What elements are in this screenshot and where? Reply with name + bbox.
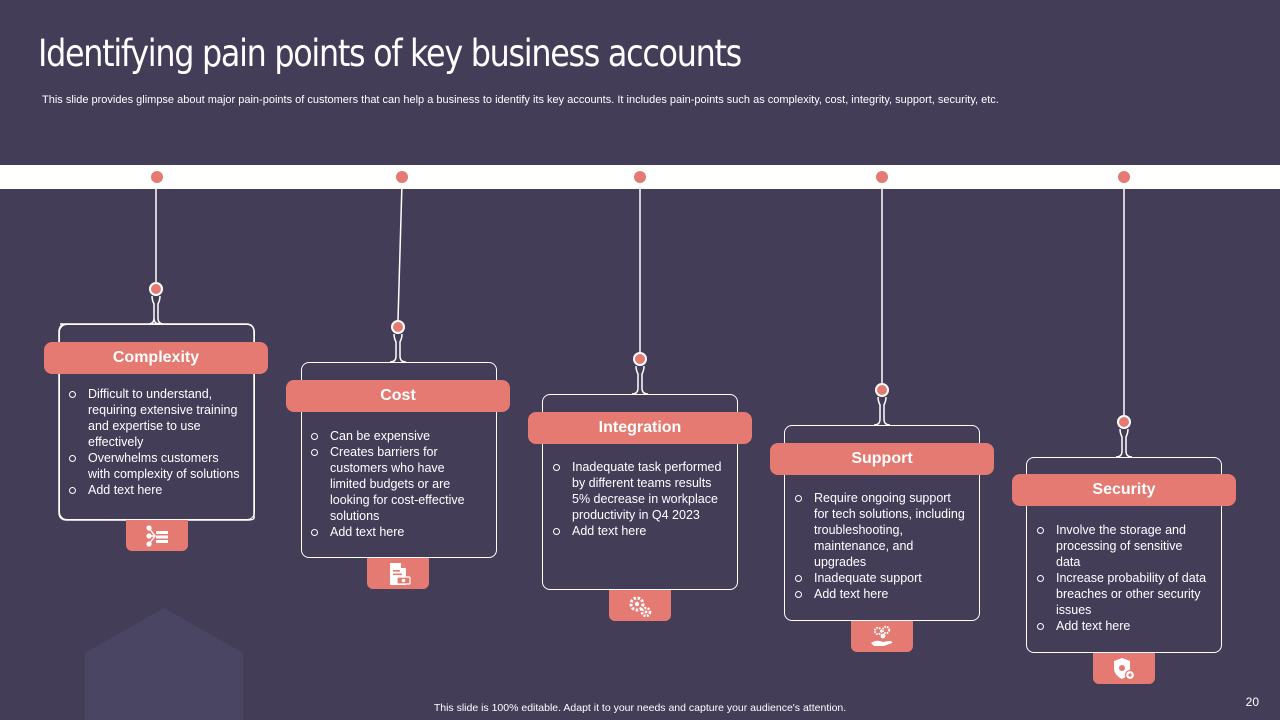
- icon-tab-complexity: [126, 520, 188, 551]
- hook-dot-complexity: [150, 283, 162, 295]
- card-bullets-cost: [311, 428, 483, 540]
- bullet-item: Add text here: [311, 524, 483, 540]
- bullet-item: Can be expensive: [311, 428, 483, 444]
- timeline-dot: [876, 171, 888, 183]
- slide-title: Identifying pain points of key business accounts: [38, 32, 741, 75]
- bullet-item: Require ongoing support for tech solutions, including troubleshooting, maintenance, and upgrades: [795, 490, 967, 570]
- bullet-item: Increase probability of data breaches or other security issues: [1037, 570, 1209, 618]
- card-bullets-support: [795, 490, 967, 602]
- network-list-icon: [144, 523, 170, 549]
- connector-cost: [390, 183, 406, 362]
- timeline-dot: [1118, 171, 1130, 183]
- card-bullets-integration: [553, 459, 725, 539]
- card-header-security: Security: [1012, 474, 1236, 506]
- document-money-icon: [385, 561, 411, 587]
- bullet-item: Involve the storage and processing of sensitive data: [1037, 522, 1209, 570]
- shield-gear-icon: [1111, 656, 1137, 682]
- icon-tab-integration: [609, 590, 671, 621]
- bullet-item: Add text here: [553, 523, 725, 539]
- card-header-cost: Cost: [286, 380, 510, 412]
- card-bullets-security: [1037, 522, 1209, 634]
- hook-dot-integration: [634, 353, 646, 365]
- bullet-item: Creates barriers for customers who have limited budgets or are looking for cost-effective solutions: [311, 444, 483, 524]
- bullet-item: Inadequate support: [795, 570, 967, 586]
- timeline-dot: [634, 171, 646, 183]
- hook-dot-support: [876, 384, 888, 396]
- card-header-integration: Integration: [528, 412, 752, 444]
- icon-tab-security: [1093, 653, 1155, 684]
- timeline-dot: [396, 171, 408, 183]
- card-header-support: Support: [770, 443, 994, 475]
- hook-dot-security: [1118, 416, 1130, 428]
- bullet-item: Inadequate task performed by different teams results 5% decrease in workplace productivity in Q4 2023: [553, 459, 725, 523]
- bullet-item: Add text here: [795, 586, 967, 602]
- timeline-dot: [151, 171, 163, 183]
- bullet-item: Add text here: [69, 482, 241, 498]
- page-number: 20: [1245, 695, 1259, 709]
- bullet-item: Difficult to understand, requiring extensive training and expertise to use effectively: [69, 386, 241, 450]
- card-bullets-complexity: [69, 386, 241, 498]
- bullet-item: Add text here: [1037, 618, 1209, 634]
- footer-note: This slide is 100% editable. Adapt it to your needs and capture your audience's attention.: [433, 702, 847, 714]
- slide-subtitle: This slide provides glimpse about major pain-points of customers that can help a business to identify its key accounts. It includes pain-points such as complexity, cost, integrity, support, security, etc.: [42, 94, 999, 106]
- bullet-item: Overwhelms customers with complexity of solutions: [69, 450, 241, 482]
- helping-hand-icon: [869, 624, 895, 650]
- gears-icon: [627, 593, 653, 619]
- card-header-complexity: Complexity: [44, 342, 268, 374]
- hook-dot-cost: [392, 321, 404, 333]
- icon-tab-cost: [367, 558, 429, 589]
- icon-tab-support: [851, 621, 913, 652]
